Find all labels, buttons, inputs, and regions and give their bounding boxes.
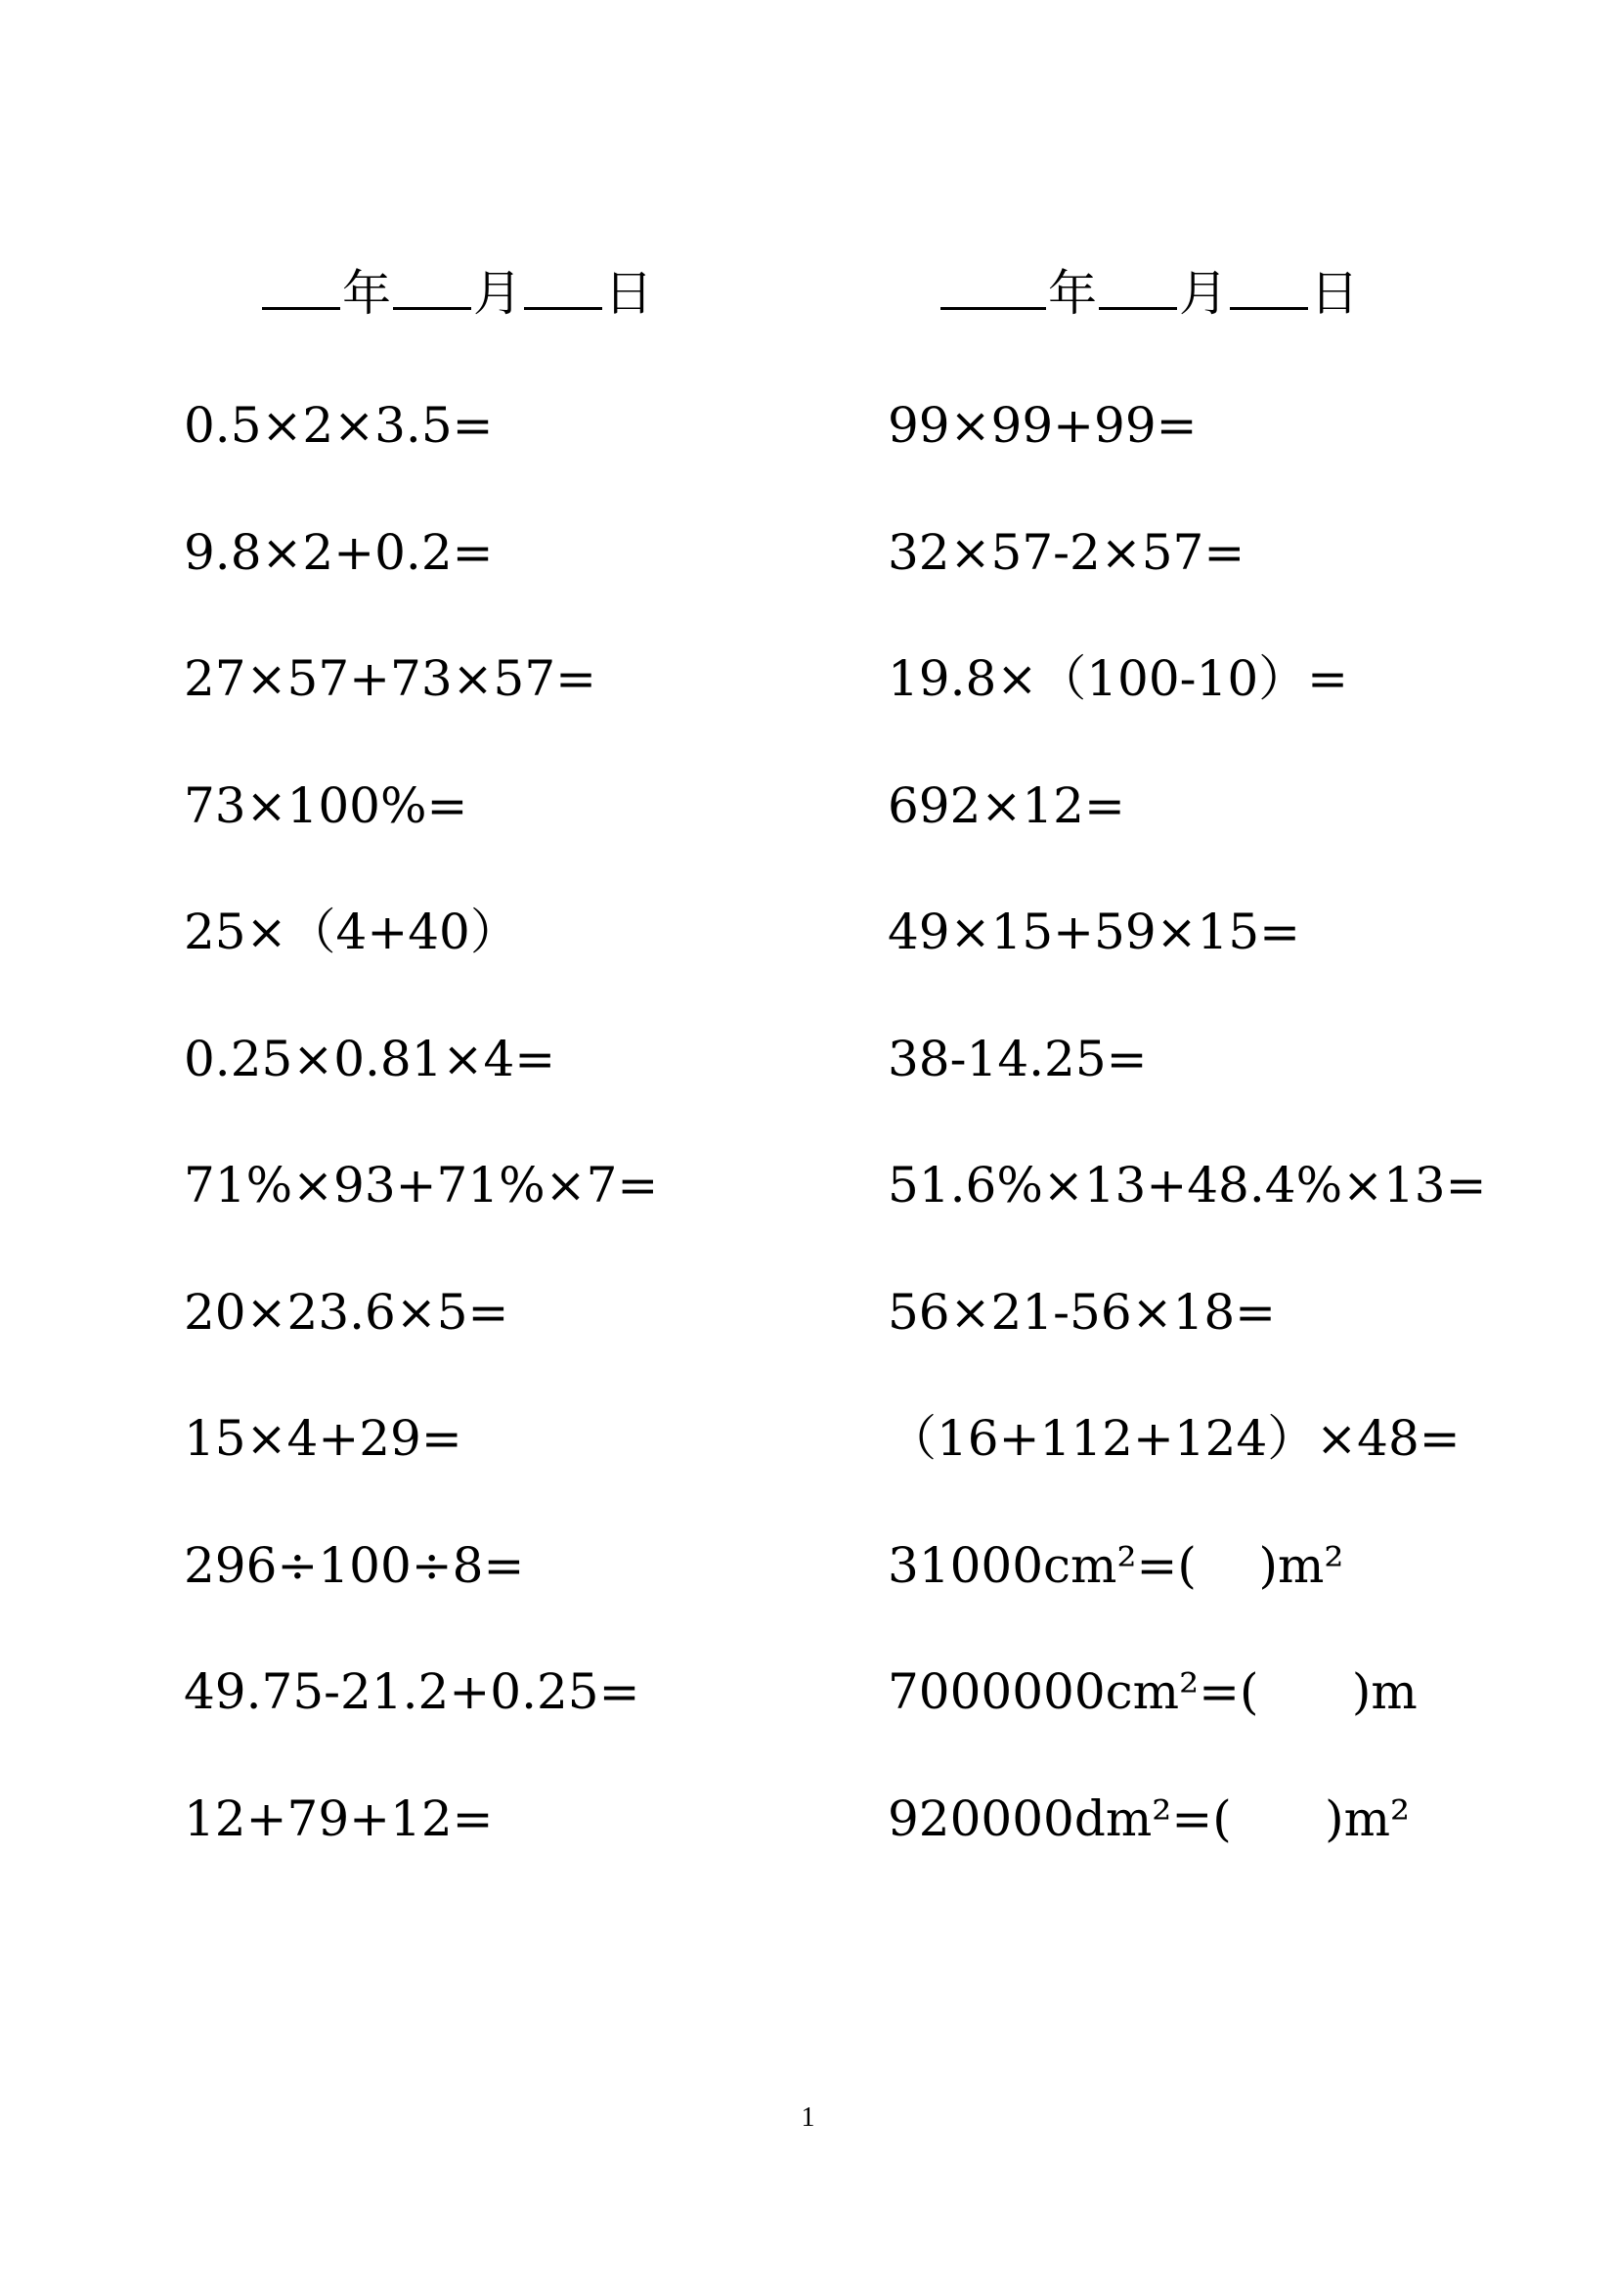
math-problem: 0.25×0.81×4= (184, 1030, 556, 1087)
year-label: 年 (1048, 265, 1097, 322)
math-problem: 296÷100÷8= (184, 1536, 525, 1594)
math-problem: 20×23.6×5= (184, 1283, 509, 1341)
left-problem-column (184, 386, 658, 1906)
day-label: 日 (604, 265, 653, 322)
math-problem: 920000dm²=( )m² (888, 1789, 1411, 1847)
math-problem: 73×100%= (184, 776, 468, 834)
page-number: 1 (801, 2102, 815, 2133)
math-problem: 27×57+73×57= (184, 650, 597, 707)
math-problem: 49×15+59×15= (888, 904, 1301, 960)
math-problem: 38-14.25= (888, 1030, 1148, 1087)
math-problem: 71%×93+71%×7= (184, 1157, 659, 1214)
month-label: 月 (473, 265, 522, 322)
math-problem: （16+112+124）×48= (888, 1410, 1461, 1467)
math-problem: 692×12= (888, 776, 1125, 834)
month-blank[interactable] (1099, 256, 1177, 310)
day-blank[interactable] (524, 256, 602, 310)
date-line-right (940, 256, 1361, 325)
date-line-left (262, 256, 655, 325)
math-problem: 32×57-2×57= (888, 523, 1245, 581)
math-problem: 0.5×2×3.5= (184, 397, 494, 454)
right-problem-column (888, 386, 1487, 1906)
math-problem: 7000000cm²=( )m (888, 1663, 1418, 1720)
math-problem: 31000cm²=( )m² (888, 1536, 1344, 1594)
day-blank[interactable] (1230, 256, 1308, 310)
math-problem: 56×21-56×18= (888, 1283, 1277, 1341)
year-blank[interactable] (940, 256, 1046, 310)
day-label: 日 (1310, 265, 1359, 322)
math-problem: 49.75-21.2+0.25= (184, 1663, 640, 1720)
year-blank[interactable] (262, 256, 340, 310)
math-problem: 51.6%×13+48.4%×13= (888, 1157, 1487, 1214)
math-problem: 9.8×2+0.2= (184, 523, 494, 581)
math-problem: 12+79+12= (184, 1789, 494, 1847)
math-problem: 15×4+29= (184, 1410, 462, 1467)
math-problem: 25×（4+40） (184, 904, 519, 960)
year-label: 年 (342, 265, 391, 322)
math-problem: 99×99+99= (888, 397, 1198, 454)
math-problem: 19.8×（100-10）= (888, 650, 1349, 707)
month-blank[interactable] (393, 256, 471, 310)
month-label: 月 (1179, 265, 1228, 322)
